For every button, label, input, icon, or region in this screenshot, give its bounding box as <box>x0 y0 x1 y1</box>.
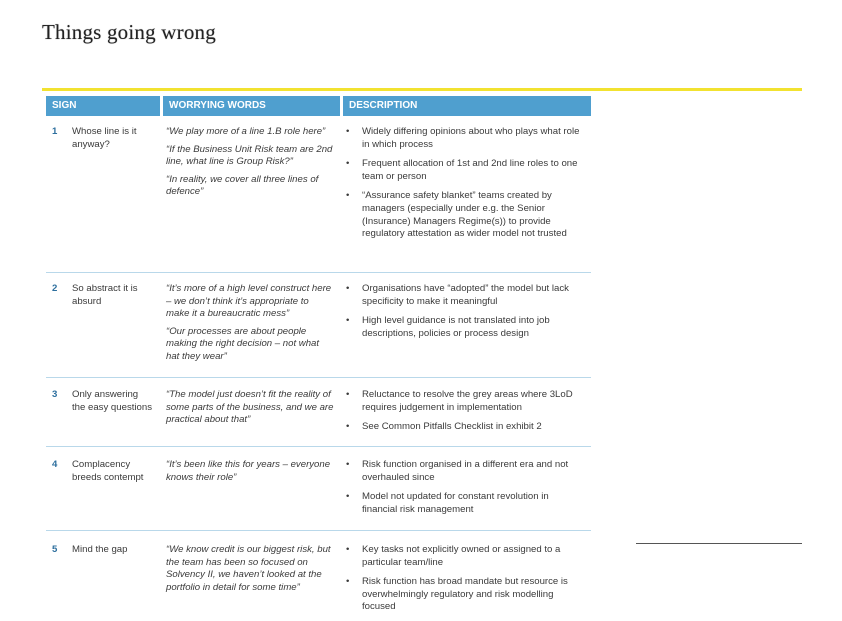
description-cell <box>340 389 591 446</box>
worrying-words-cell <box>160 459 340 530</box>
table-row <box>46 531 591 621</box>
bullet-dot-icon: • <box>346 459 350 470</box>
description-cell <box>340 126 591 272</box>
bullet-dot-icon: • <box>346 283 350 294</box>
bullet-dot-icon: • <box>346 421 350 433</box>
row-number: 3 <box>52 389 58 400</box>
accent-line <box>42 88 802 91</box>
row-number: 1 <box>52 126 58 137</box>
bullet-item: • “Assurance safety blanket” teams created by managers (especially under e.g. the Senior (Insurance) Managers Regime(s)) to provide regulatory attestation as wider model not trusted <box>346 190 567 240</box>
bullet-item: • Risk function organised in a different era and not overhauled since <box>346 459 569 483</box>
bullet-item: • Model not updated for constant revolution in financial risk management <box>346 491 549 515</box>
sign-cell <box>46 126 160 272</box>
sign-text: So abstract it is absurd <box>72 283 138 307</box>
sign-text: Only answering the easy questions <box>72 389 153 413</box>
bullet-item: • Organisations have “adopted” the model but lack specificity to make it meaningful <box>346 283 569 307</box>
worrying-words-cell <box>160 389 340 446</box>
bullet-dot-icon: • <box>346 389 350 400</box>
table-row <box>46 378 591 447</box>
quote: “We play more of a line 1.B role here” <box>166 126 326 137</box>
bullet-item: • See Common Pitfalls Checklist in exhibit 2 <box>346 421 542 433</box>
sign-text: Whose line is it anyway? <box>72 126 137 150</box>
sign-cell <box>46 544 160 621</box>
row-number: 2 <box>52 283 58 294</box>
bullet-dot-icon: • <box>346 544 350 555</box>
sign-text: Complacency breeds contempt <box>72 459 144 483</box>
row-number: 4 <box>52 459 58 470</box>
footer-rule <box>636 543 802 544</box>
description-cell <box>340 459 591 530</box>
quote: “In reality, we cover all three lines of defence” <box>166 173 319 198</box>
bullet-dot-icon: • <box>346 190 350 202</box>
page-title: Things going wrong <box>42 20 216 44</box>
three-lines-table <box>46 96 591 621</box>
bullet-item: • High level guidance is not translated into job descriptions, policies or process design <box>346 315 550 339</box>
table-row <box>46 273 591 378</box>
quote: “Our processes are about people making the right decision – not what hat they wear” <box>166 325 320 362</box>
quote: “It’s more of a high level construct here – we don’t think it’s appropriate to make it a bureaucratic mess” <box>166 283 332 320</box>
header-description: DESCRIPTION <box>340 96 591 116</box>
bullet-item: • Widely differing opinions about who plays what role in which process <box>346 126 580 150</box>
bullet-dot-icon: • <box>346 576 350 588</box>
quote: “We know credit is our biggest risk, but the team has been so focused on Solvency II, we haven’t looked at the portfolio in detail for some time” <box>166 544 331 593</box>
bullet-item: • Key tasks not explicitly owned or assigned to a particular team/line <box>346 544 561 568</box>
bullet-dot-icon: • <box>346 491 350 503</box>
sign-cell <box>46 283 160 377</box>
description-cell <box>340 544 591 621</box>
header-worrying-words: WORRYING WORDS <box>160 96 340 116</box>
sign-cell <box>46 459 160 530</box>
bullet-item: • Reluctance to resolve the grey areas where 3LoD requires judgement in implementation <box>346 389 573 413</box>
bullet-item: • Frequent allocation of 1st and 2nd line roles to one team or person <box>346 158 578 182</box>
header-sign: SIGN <box>46 96 160 116</box>
quote: “If the Business Unit Risk team are 2nd line, what line is Group Risk?” <box>166 143 333 168</box>
table-row <box>46 116 591 273</box>
quote: “The model just doesn’t fit the reality of some parts of the business, and we are practical about that” <box>166 389 334 426</box>
sign-text: Mind the gap <box>72 544 128 555</box>
worrying-words-cell <box>160 283 340 377</box>
bullet-dot-icon: • <box>346 315 350 327</box>
sign-cell <box>46 389 160 446</box>
quote: “It’s been like this for years – everyone knows their role” <box>166 459 331 483</box>
bullet-dot-icon: • <box>346 158 350 170</box>
table-row <box>46 447 591 531</box>
bullet-item: • Risk function has broad mandate but resource is overwhelmingly regulatory and risk modelling focused <box>346 576 568 613</box>
worrying-words-cell <box>160 544 340 621</box>
description-cell <box>340 283 591 377</box>
row-number: 5 <box>52 544 58 555</box>
worrying-words-cell <box>160 126 340 272</box>
bullet-dot-icon: • <box>346 126 350 137</box>
table-header <box>46 96 591 116</box>
